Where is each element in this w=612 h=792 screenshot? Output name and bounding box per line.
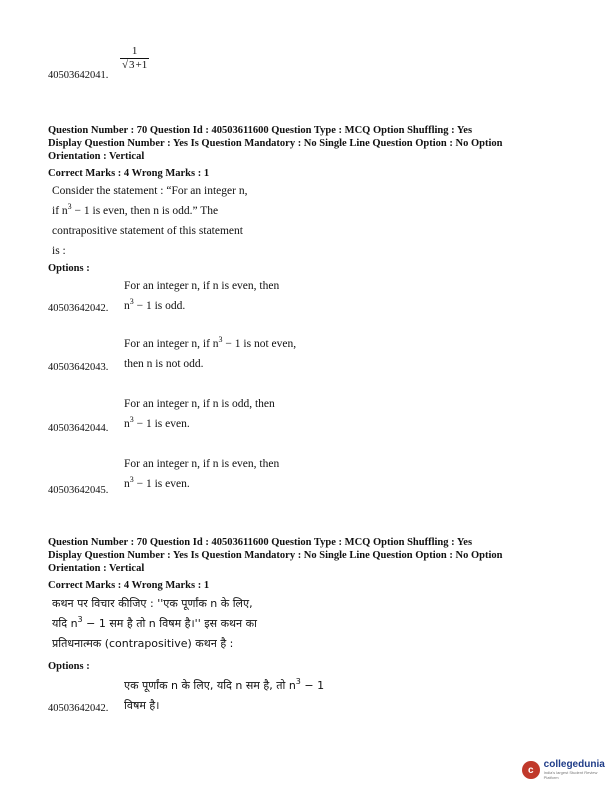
- question-header-line-3: Orientation : Vertical: [48, 151, 145, 162]
- option-4-text[interactable]: For an integer n, if n is even, then $n^3 - 1$ is even.: [124, 458, 280, 490]
- options-label: Options :: [48, 263, 90, 274]
- options-label-hi: Options :: [48, 661, 90, 672]
- marks-info: Correct Marks : 4 Wrong Marks : 1: [48, 168, 210, 179]
- prev-option-fraction: $\frac{1}{√3+1}$: [122, 45, 148, 71]
- question-hi-header-line-2: Display Question Number : Yes Is Question Mandatory : No Single Line Question Option : No Option: [48, 550, 503, 561]
- option-1-text[interactable]: For an integer n, if n is even, then $n^3 - 1$ is odd.: [124, 280, 280, 312]
- option-2-text[interactable]: For an integer n, if $n^3 - 1$ is not even, then n is not odd.: [124, 335, 297, 370]
- collegedunia-logo: c collegedunia India's largest Student Review Platform: [522, 760, 612, 780]
- option-4-id: 40503642045.: [48, 485, 109, 496]
- option-1-hi-text[interactable]: एक पूर्णांक n के लिए, यदि n सम है, तो $n^3 - 1$ विषम है।: [124, 677, 325, 712]
- question-text: Consider the statement : “For an integer n, if $n^3 - 1$ is even, then n is odd.” The contrapositive statement of this statement is :: [52, 185, 248, 257]
- option-2-id: 40503642043.: [48, 362, 109, 373]
- question-hi-header-line-1: Question Number : 70 Question Id : 40503611600 Question Type : MCQ Option Shuffling : Yes: [48, 537, 473, 548]
- question-header-line-1: Question Number : 70 Question Id : 40503611600 Question Type : MCQ Option Shuffling : Yes: [48, 125, 473, 136]
- prev-option-id: 40503642041.: [48, 70, 109, 81]
- question-text-hi: कथन पर विचार कीजिए : ''एक पूर्णांक n के लिए, यदि $n^3 - 1$ सम है तो n विषम है।'' इस कथन का प्रतिधनात्मक (contrapositive) कथन है :: [52, 597, 257, 650]
- question-hi-header-line-3: Orientation : Vertical: [48, 563, 145, 574]
- option-1-id: 40503642042.: [48, 303, 109, 314]
- marks-info-hi: Correct Marks : 4 Wrong Marks : 1: [48, 580, 210, 591]
- collegedunia-logo-icon: c: [522, 761, 540, 779]
- option-1-hi-id: 40503642042.: [48, 703, 109, 714]
- question-header-line-2: Display Question Number : Yes Is Question Mandatory : No Single Line Question Option : No Option: [48, 138, 503, 149]
- option-3-id: 40503642044.: [48, 423, 109, 434]
- option-3-text[interactable]: For an integer n, if n is odd, then $n^3 - 1$ is even.: [124, 398, 275, 430]
